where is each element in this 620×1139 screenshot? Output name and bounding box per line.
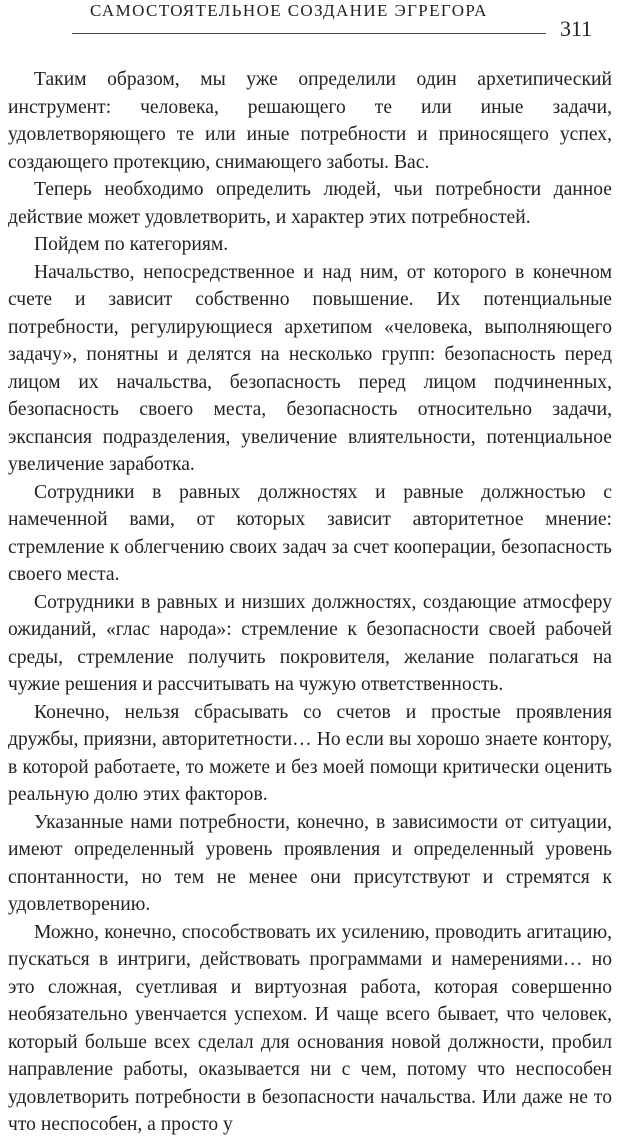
header-rule <box>72 33 546 34</box>
page-body <box>8 66 612 1139</box>
paragraph: Теперь необходимо определить людей, чьи потребности данное действие может удовлетворить, и характер этих потребностей. <box>8 179 612 228</box>
page-number: 311 <box>560 16 593 41</box>
paragraph: Начальство, непосредственное и над ним, от которого в конечном счете и зависит собственно повышение. Их потенциальные потребности, регулирующиеся архетипом «человека, выполняющего задачу», понятны и делятся на несколько групп: безопасность перед лицом их начальства, безопасность перед лицом подчиненных, безопасность своего места, безопасность относительно задачи, экспансия подразделения, увеличение влиятельности, потенциальное увеличение заработка. <box>8 261 612 475</box>
running-title: САМОСТОЯТЕЛЬНОЕ СОЗДАНИЕ ЭГРЕГОРА <box>90 1 488 20</box>
paragraph: Сотрудники в равных и низших должностях, создающие атмосферу ожиданий, «глас народа»: стремление к безопасности своей рабочей среды, стремление получить покровителя, желание полагаться на чужие решения и рассчитывать на чужую ответственность. <box>8 591 612 695</box>
paragraph: Пойдем по категориям. <box>34 234 229 255</box>
running-header <box>0 0 620 44</box>
paragraph: Сотрудники в равных должностях и равные должностью с намеченной вами, от которых зависит авторитетное мнение: стремление к облегчению своих задач за счет кооперации, безопасность своего места. <box>8 481 612 585</box>
paragraph: Конечно, нельзя сбрасывать со счетов и простые проявления дружбы, приязни, авторитетности… Но если вы хорошо знаете контору, в которой работаете, то можете и без моей помощи критически оценить реальную долю этих факторов. <box>8 701 612 805</box>
paragraph: Указанные нами потребности, конечно, в зависимости от ситуации, имеют определенный уровень проявления и определенный уровень спонтанности, но тем не менее они присутствуют и стремятся к удовлетворению. <box>8 811 612 915</box>
paragraph: Можно, конечно, способствовать их усилению, проводить агитацию, пускаться в интриги, действовать программами и намерениями… но это сложная, суетливая и виртуозная работа, которая совершенно необязательно увенчается успехом. И чаще всего бывает, что человек, который больше всех сделал для основания новой должности, пробил направление работы, оказывается ни с чем, потому что неспособен удовлетворить потребности в безопасности начальства. Или даже не то что неспособен, а просто у <box>8 921 612 1135</box>
paragraph: Таким образом, мы уже определили один архетипический инструмент: человека, решающего те или иные задачи, удовлетворяющего те или иные потребности и приносящего успех, создающего протекцию, снимающего заботы. Вас. <box>8 69 612 173</box>
